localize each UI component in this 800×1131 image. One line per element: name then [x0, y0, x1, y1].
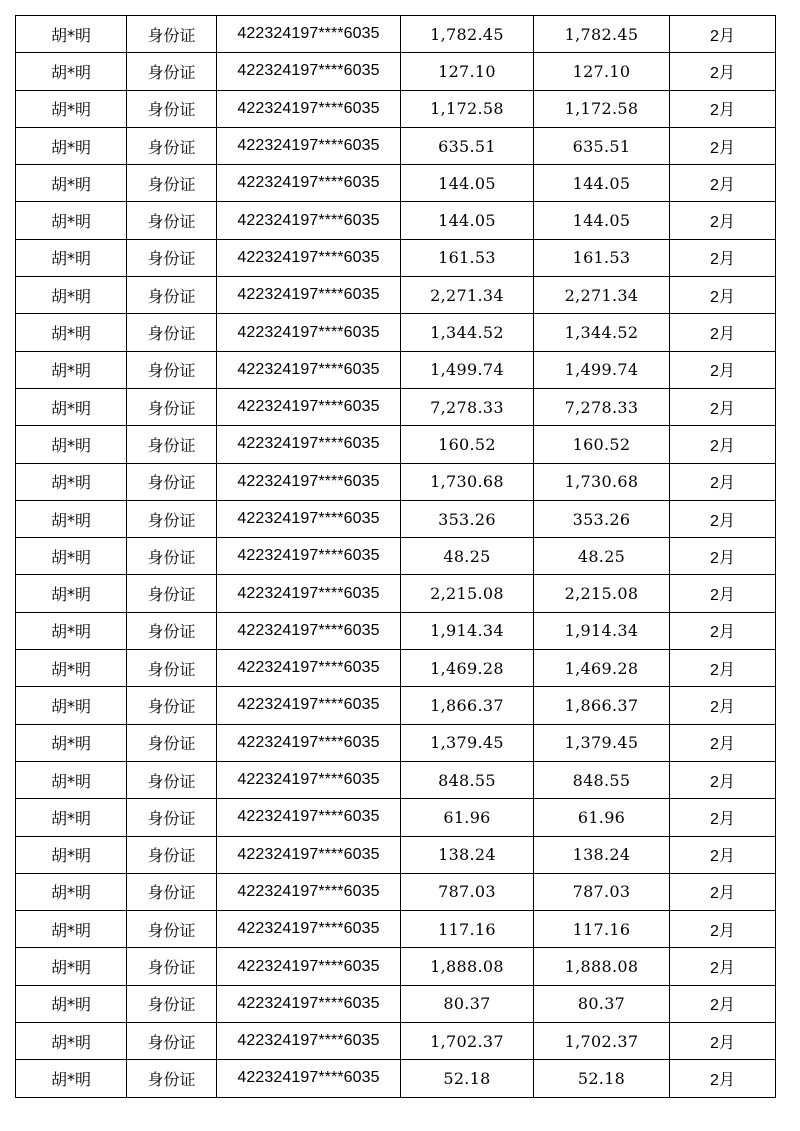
month-cell: 2月 [670, 351, 776, 388]
amount-cell: 2,271.34 [401, 277, 534, 314]
id-number-cell: 422324197****6035 [217, 351, 401, 388]
month-cell: 2月 [670, 799, 776, 836]
month-cell: 2月 [670, 650, 776, 687]
name-cell: 胡*明 [16, 948, 127, 985]
id-number-cell: 422324197****6035 [217, 277, 401, 314]
month-cell: 2月 [670, 314, 776, 351]
amount-cell: 144.05 [534, 165, 670, 202]
table-row [16, 277, 776, 314]
amount-cell: 1,730.68 [534, 463, 670, 500]
id-type-cell: 身份证 [127, 165, 217, 202]
table-row [16, 314, 776, 351]
name-cell: 胡*明 [16, 127, 127, 164]
amount-cell: 138.24 [534, 836, 670, 873]
table-row [16, 836, 776, 873]
name-cell: 胡*明 [16, 575, 127, 612]
amount-cell: 1,888.08 [401, 948, 534, 985]
month-cell: 2月 [670, 127, 776, 164]
document-sheet [15, 15, 776, 1098]
id-type-cell: 身份证 [127, 724, 217, 761]
name-cell: 胡*明 [16, 90, 127, 127]
id-number-cell: 422324197****6035 [217, 500, 401, 537]
name-cell: 胡*明 [16, 650, 127, 687]
id-type-cell: 身份证 [127, 1023, 217, 1060]
name-cell: 胡*明 [16, 53, 127, 90]
id-type-cell: 身份证 [127, 239, 217, 276]
name-cell: 胡*明 [16, 911, 127, 948]
table-row [16, 90, 776, 127]
id-number-cell: 422324197****6035 [217, 761, 401, 798]
id-type-cell: 身份证 [127, 90, 217, 127]
id-type-cell: 身份证 [127, 687, 217, 724]
amount-cell: 1,379.45 [401, 724, 534, 761]
name-cell: 胡*明 [16, 687, 127, 724]
table-row [16, 911, 776, 948]
table-row [16, 948, 776, 985]
id-number-cell: 422324197****6035 [217, 538, 401, 575]
month-cell: 2月 [670, 388, 776, 425]
month-cell: 2月 [670, 538, 776, 575]
amount-cell: 1,866.37 [534, 687, 670, 724]
month-cell: 2月 [670, 463, 776, 500]
id-number-cell: 422324197****6035 [217, 16, 401, 53]
id-type-cell: 身份证 [127, 985, 217, 1022]
name-cell: 胡*明 [16, 612, 127, 649]
month-cell: 2月 [670, 500, 776, 537]
month-cell: 2月 [670, 165, 776, 202]
id-type-cell: 身份证 [127, 127, 217, 164]
id-number-cell: 422324197****6035 [217, 202, 401, 239]
table-row [16, 127, 776, 164]
id-number-cell: 422324197****6035 [217, 314, 401, 351]
amount-cell: 7,278.33 [534, 388, 670, 425]
amount-cell: 138.24 [401, 836, 534, 873]
name-cell: 胡*明 [16, 277, 127, 314]
name-cell: 胡*明 [16, 314, 127, 351]
id-type-cell: 身份证 [127, 575, 217, 612]
amount-cell: 127.10 [534, 53, 670, 90]
id-number-cell: 422324197****6035 [217, 239, 401, 276]
amount-cell: 1,702.37 [401, 1023, 534, 1060]
id-number-cell: 422324197****6035 [217, 911, 401, 948]
amount-cell: 80.37 [401, 985, 534, 1022]
id-number-cell: 422324197****6035 [217, 165, 401, 202]
amount-cell: 160.52 [401, 426, 534, 463]
table-row [16, 873, 776, 910]
name-cell: 胡*明 [16, 500, 127, 537]
id-type-cell: 身份证 [127, 873, 217, 910]
id-number-cell: 422324197****6035 [217, 873, 401, 910]
month-cell: 2月 [670, 687, 776, 724]
amount-cell: 117.16 [534, 911, 670, 948]
name-cell: 胡*明 [16, 165, 127, 202]
amount-cell: 161.53 [534, 239, 670, 276]
month-cell: 2月 [670, 16, 776, 53]
name-cell: 胡*明 [16, 761, 127, 798]
id-number-cell: 422324197****6035 [217, 687, 401, 724]
month-cell: 2月 [670, 90, 776, 127]
month-cell: 2月 [670, 985, 776, 1022]
id-type-cell: 身份证 [127, 388, 217, 425]
table-row [16, 724, 776, 761]
id-type-cell: 身份证 [127, 1060, 217, 1097]
name-cell: 胡*明 [16, 426, 127, 463]
amount-cell: 635.51 [534, 127, 670, 164]
id-type-cell: 身份证 [127, 53, 217, 90]
amount-cell: 848.55 [401, 761, 534, 798]
id-type-cell: 身份证 [127, 836, 217, 873]
table-row [16, 761, 776, 798]
amount-cell: 48.25 [401, 538, 534, 575]
name-cell: 胡*明 [16, 1023, 127, 1060]
id-type-cell: 身份证 [127, 463, 217, 500]
table-row [16, 165, 776, 202]
id-number-cell: 422324197****6035 [217, 724, 401, 761]
id-number-cell: 422324197****6035 [217, 799, 401, 836]
ledger-table [15, 15, 776, 1098]
amount-cell: 1,379.45 [534, 724, 670, 761]
table-row [16, 799, 776, 836]
month-cell: 2月 [670, 277, 776, 314]
amount-cell: 144.05 [401, 165, 534, 202]
amount-cell: 848.55 [534, 761, 670, 798]
table-row [16, 1060, 776, 1097]
table-row [16, 463, 776, 500]
name-cell: 胡*明 [16, 538, 127, 575]
name-cell: 胡*明 [16, 202, 127, 239]
month-cell: 2月 [670, 426, 776, 463]
amount-cell: 1,914.34 [534, 612, 670, 649]
id-type-cell: 身份证 [127, 277, 217, 314]
amount-cell: 787.03 [534, 873, 670, 910]
name-cell: 胡*明 [16, 239, 127, 276]
name-cell: 胡*明 [16, 16, 127, 53]
name-cell: 胡*明 [16, 836, 127, 873]
amount-cell: 2,215.08 [401, 575, 534, 612]
amount-cell: 1,866.37 [401, 687, 534, 724]
amount-cell: 1,344.52 [534, 314, 670, 351]
amount-cell: 1,702.37 [534, 1023, 670, 1060]
month-cell: 2月 [670, 836, 776, 873]
amount-cell: 1,172.58 [401, 90, 534, 127]
amount-cell: 52.18 [534, 1060, 670, 1097]
amount-cell: 117.16 [401, 911, 534, 948]
name-cell: 胡*明 [16, 724, 127, 761]
id-number-cell: 422324197****6035 [217, 1060, 401, 1097]
id-type-cell: 身份证 [127, 538, 217, 575]
id-number-cell: 422324197****6035 [217, 90, 401, 127]
id-type-cell: 身份证 [127, 16, 217, 53]
amount-cell: 1,730.68 [401, 463, 534, 500]
month-cell: 2月 [670, 202, 776, 239]
table-row [16, 388, 776, 425]
amount-cell: 2,271.34 [534, 277, 670, 314]
name-cell: 胡*明 [16, 1060, 127, 1097]
amount-cell: 353.26 [534, 500, 670, 537]
amount-cell: 80.37 [534, 985, 670, 1022]
amount-cell: 1,782.45 [401, 16, 534, 53]
amount-cell: 127.10 [401, 53, 534, 90]
amount-cell: 1,888.08 [534, 948, 670, 985]
amount-cell: 2,215.08 [534, 575, 670, 612]
amount-cell: 1,469.28 [534, 650, 670, 687]
id-number-cell: 422324197****6035 [217, 463, 401, 500]
id-type-cell: 身份证 [127, 500, 217, 537]
name-cell: 胡*明 [16, 351, 127, 388]
table-row [16, 575, 776, 612]
id-type-cell: 身份证 [127, 650, 217, 687]
month-cell: 2月 [670, 1060, 776, 1097]
month-cell: 2月 [670, 53, 776, 90]
id-number-cell: 422324197****6035 [217, 127, 401, 164]
table-row [16, 53, 776, 90]
amount-cell: 7,278.33 [401, 388, 534, 425]
month-cell: 2月 [670, 1023, 776, 1060]
month-cell: 2月 [670, 612, 776, 649]
id-number-cell: 422324197****6035 [217, 650, 401, 687]
amount-cell: 1,499.74 [401, 351, 534, 388]
amount-cell: 144.05 [534, 202, 670, 239]
amount-cell: 1,172.58 [534, 90, 670, 127]
month-cell: 2月 [670, 239, 776, 276]
month-cell: 2月 [670, 724, 776, 761]
name-cell: 胡*明 [16, 873, 127, 910]
id-number-cell: 422324197****6035 [217, 575, 401, 612]
id-type-cell: 身份证 [127, 911, 217, 948]
amount-cell: 635.51 [401, 127, 534, 164]
table-row [16, 426, 776, 463]
month-cell: 2月 [670, 761, 776, 798]
table-row [16, 985, 776, 1022]
table-row [16, 538, 776, 575]
id-number-cell: 422324197****6035 [217, 985, 401, 1022]
id-type-cell: 身份证 [127, 426, 217, 463]
amount-cell: 787.03 [401, 873, 534, 910]
table-row [16, 650, 776, 687]
id-number-cell: 422324197****6035 [217, 612, 401, 649]
amount-cell: 1,499.74 [534, 351, 670, 388]
table-row [16, 351, 776, 388]
amount-cell: 61.96 [534, 799, 670, 836]
id-type-cell: 身份证 [127, 761, 217, 798]
amount-cell: 1,782.45 [534, 16, 670, 53]
table-row [16, 500, 776, 537]
id-number-cell: 422324197****6035 [217, 836, 401, 873]
id-type-cell: 身份证 [127, 612, 217, 649]
name-cell: 胡*明 [16, 799, 127, 836]
table-row [16, 202, 776, 239]
amount-cell: 52.18 [401, 1060, 534, 1097]
name-cell: 胡*明 [16, 388, 127, 425]
id-number-cell: 422324197****6035 [217, 426, 401, 463]
table-row [16, 612, 776, 649]
id-type-cell: 身份证 [127, 202, 217, 239]
id-number-cell: 422324197****6035 [217, 1023, 401, 1060]
amount-cell: 161.53 [401, 239, 534, 276]
name-cell: 胡*明 [16, 985, 127, 1022]
id-type-cell: 身份证 [127, 948, 217, 985]
month-cell: 2月 [670, 873, 776, 910]
amount-cell: 1,469.28 [401, 650, 534, 687]
name-cell: 胡*明 [16, 463, 127, 500]
ledger-body [16, 16, 776, 1098]
id-number-cell: 422324197****6035 [217, 948, 401, 985]
amount-cell: 61.96 [401, 799, 534, 836]
amount-cell: 353.26 [401, 500, 534, 537]
table-row [16, 1023, 776, 1060]
id-type-cell: 身份证 [127, 351, 217, 388]
table-row [16, 16, 776, 53]
id-number-cell: 422324197****6035 [217, 53, 401, 90]
month-cell: 2月 [670, 911, 776, 948]
month-cell: 2月 [670, 948, 776, 985]
amount-cell: 48.25 [534, 538, 670, 575]
id-number-cell: 422324197****6035 [217, 388, 401, 425]
id-type-cell: 身份证 [127, 314, 217, 351]
id-type-cell: 身份证 [127, 799, 217, 836]
table-row [16, 687, 776, 724]
amount-cell: 1,914.34 [401, 612, 534, 649]
amount-cell: 160.52 [534, 426, 670, 463]
table-row [16, 239, 776, 276]
month-cell: 2月 [670, 575, 776, 612]
amount-cell: 144.05 [401, 202, 534, 239]
amount-cell: 1,344.52 [401, 314, 534, 351]
